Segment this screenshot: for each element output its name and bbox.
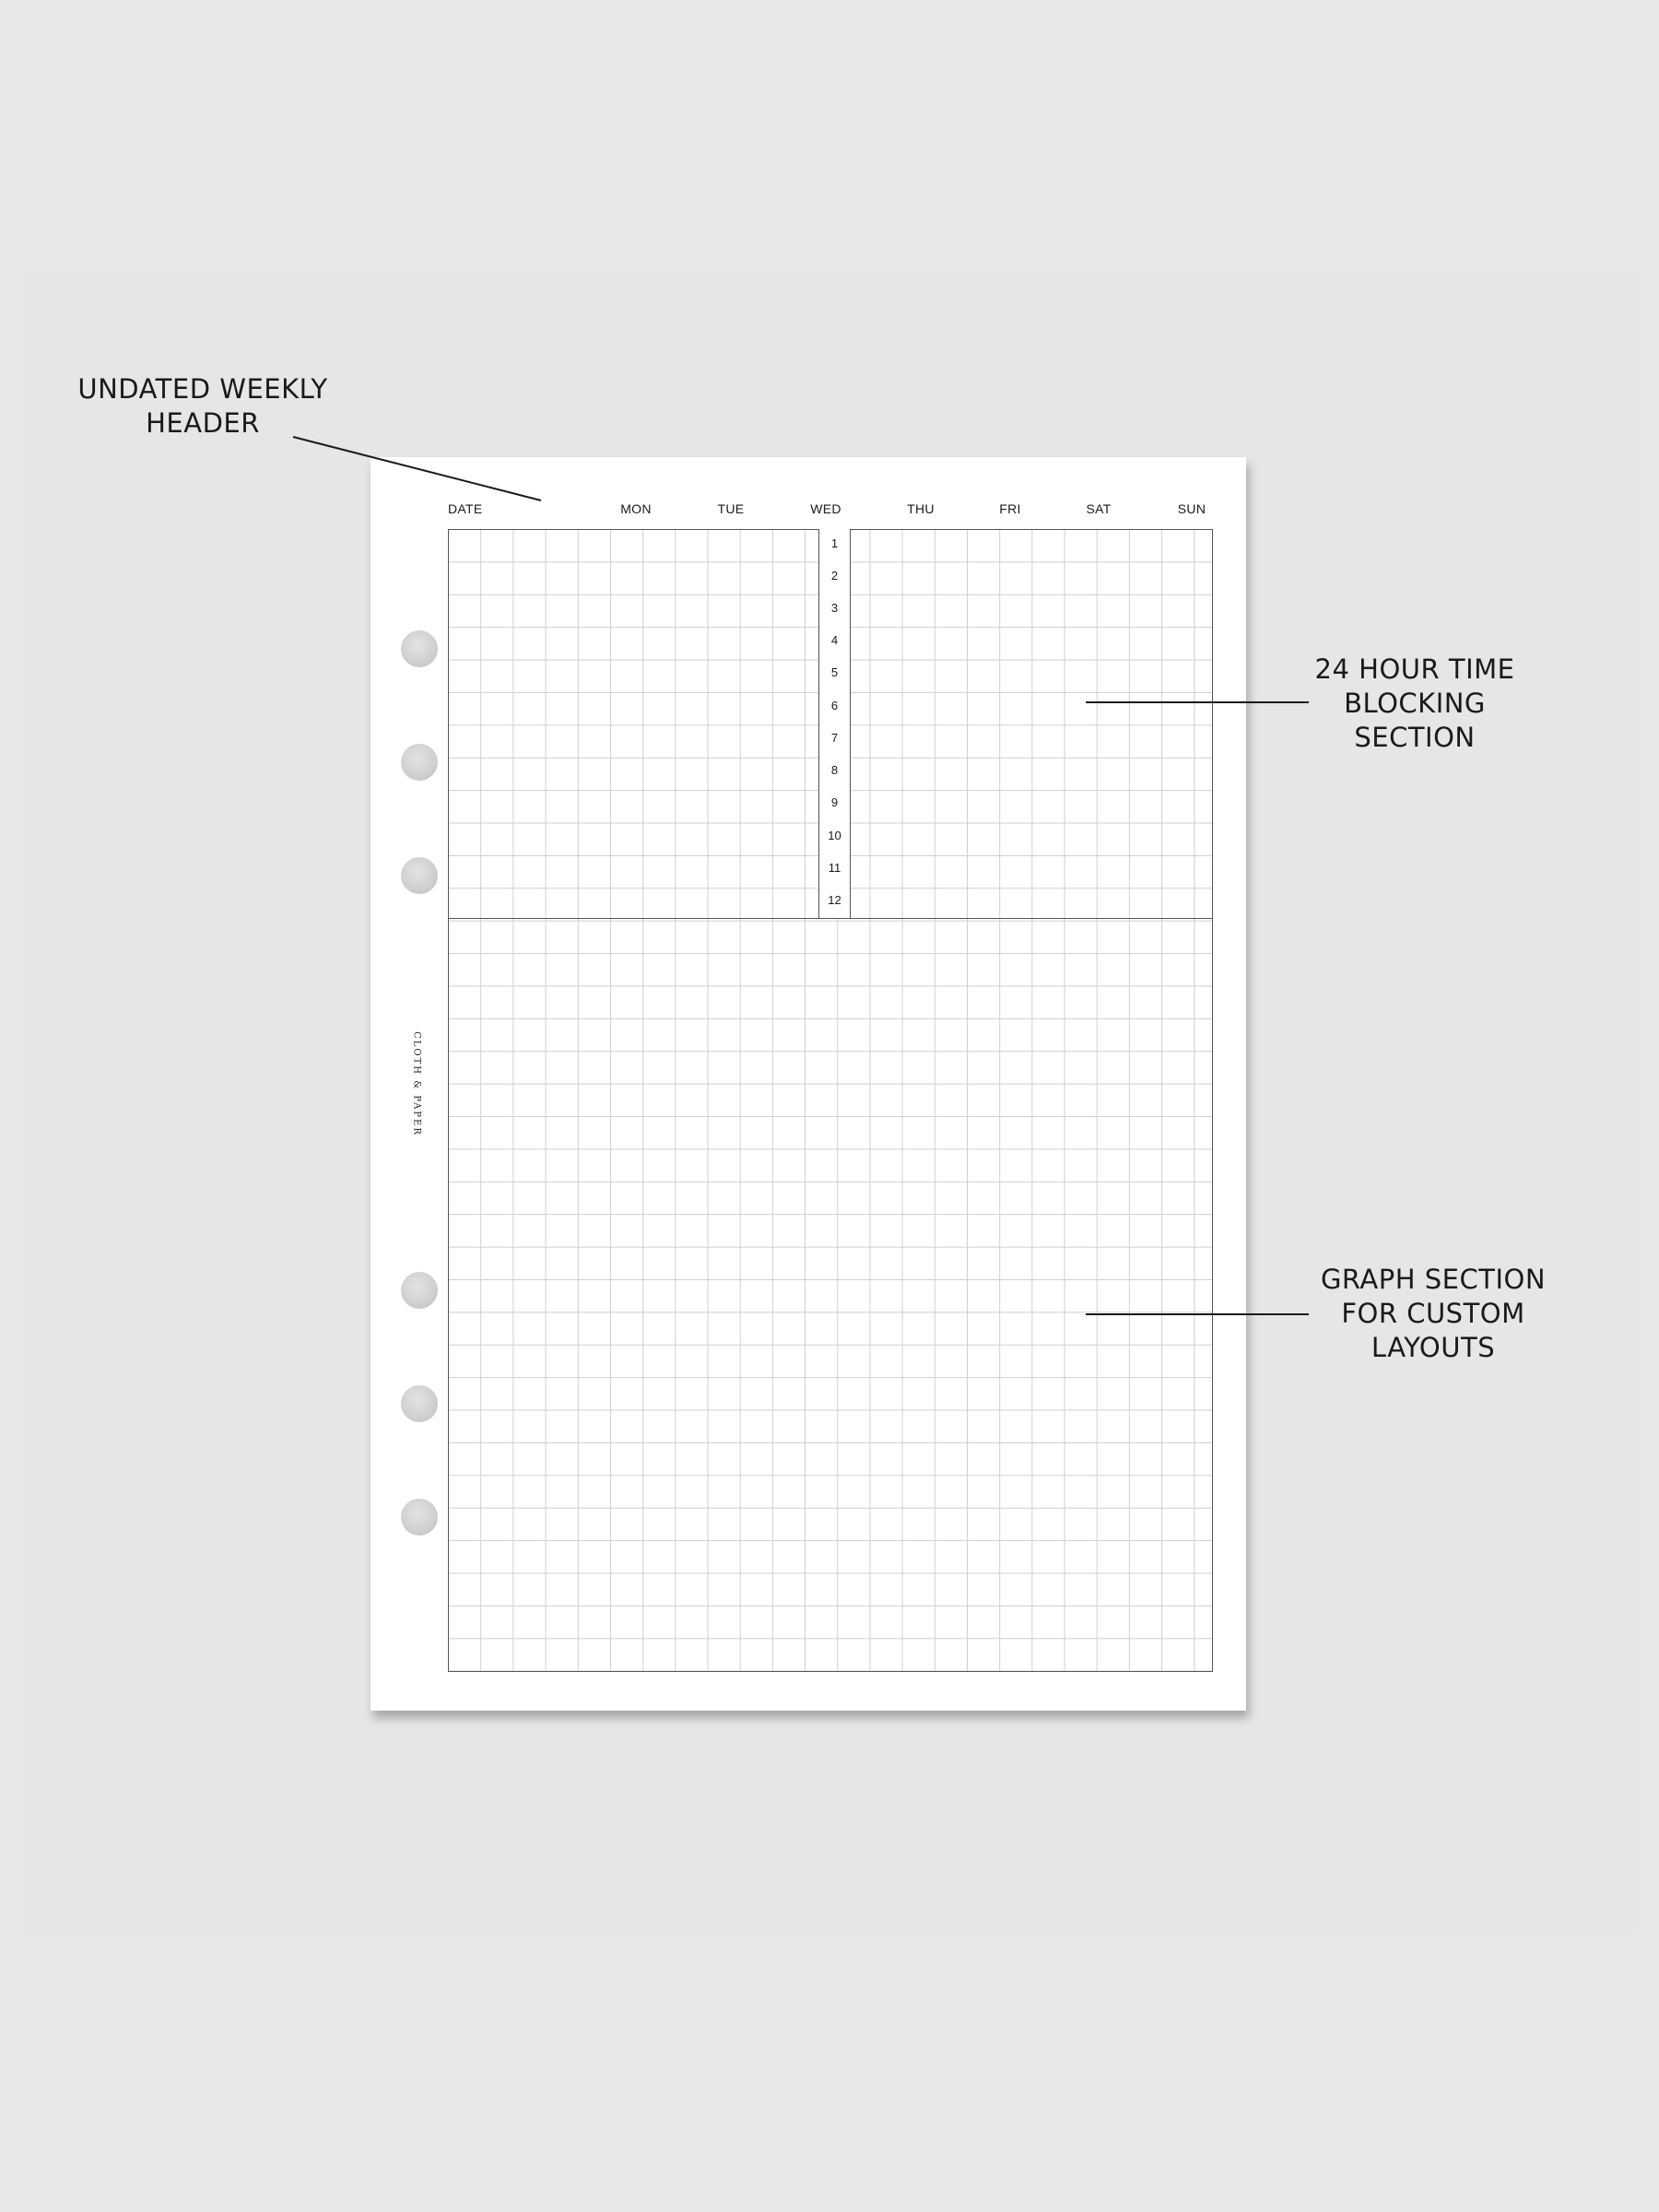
- day-label-sun: SUN: [1177, 501, 1206, 516]
- hour-label: 3: [830, 601, 839, 615]
- hour-label: 12: [828, 893, 841, 907]
- day-label-wed: WED: [810, 501, 841, 516]
- hour-label: 5: [830, 665, 839, 679]
- hour-label: 11: [828, 861, 841, 875]
- day-label-thu: THU: [907, 501, 935, 516]
- hour-column: [818, 529, 851, 918]
- day-label-mon: MON: [620, 501, 652, 516]
- callout-graph-section: GRAPH SECTION FOR CUSTOM LAYOUTS: [1320, 1264, 1547, 1363]
- callout-time-blocking: 24 HOUR TIME BLOCKING SECTION: [1314, 653, 1515, 753]
- hour-label: 1: [830, 536, 839, 550]
- day-label-sat: SAT: [1086, 501, 1112, 516]
- callout-weekly-header: UNDATED WEEKLY HEADER: [77, 373, 328, 439]
- binder-hole: [401, 857, 438, 894]
- brand-mark: CLOTH & PAPER: [411, 1031, 422, 1136]
- binder-hole: [401, 744, 438, 781]
- date-label: DATE: [448, 501, 483, 516]
- hour-label: 7: [830, 731, 839, 745]
- binder-hole: [401, 1499, 438, 1535]
- day-label-tue: TUE: [717, 501, 745, 516]
- section-divider: [448, 918, 1213, 919]
- hour-label: 6: [830, 699, 839, 712]
- binder-hole: [401, 1385, 438, 1422]
- hour-label: 8: [830, 763, 839, 777]
- planner-sheet: [371, 457, 1246, 1711]
- hour-label: 4: [830, 633, 839, 647]
- hour-label: 10: [828, 829, 841, 842]
- day-label-fri: FRI: [999, 501, 1021, 516]
- binder-hole: [401, 630, 438, 667]
- binder-hole: [401, 1272, 438, 1309]
- hour-label: 9: [830, 795, 839, 809]
- hour-label: 2: [830, 569, 839, 582]
